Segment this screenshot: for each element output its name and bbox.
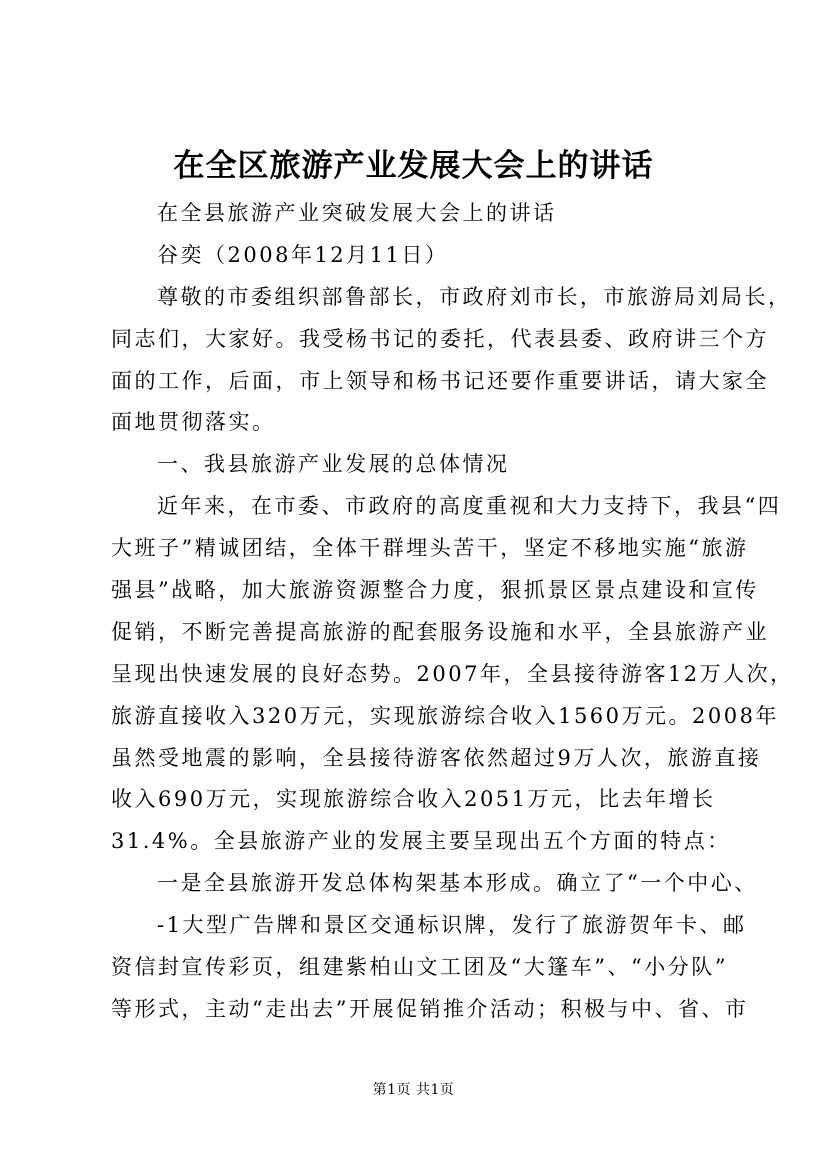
body-line: 虽然受地震的影响，全县接待游客依然超过9万人次，旅游直接 [111,745,762,770]
body-line: 面的工作，后面，市上领导和杨书记还要作重要讲话，请大家全 [111,368,769,393]
body-line: 同志们，大家好。我受杨书记的委托，代表县委、政府讲三个方 [111,326,769,351]
subtitle-line: 在全县旅游产业突破发展大会上的讲话 [157,201,557,225]
body-line: 旅游直接收入320万元，实现旅游综合收入1560万元。2008年 [111,703,779,728]
body-line: 大班子”精诚团结，全体干群埋头苦干，坚定不移地实施“旅游 [111,536,749,561]
page-footer: 第1页 共1页 [372,1082,455,1098]
section-heading: 一、我县旅游产业发展的总体情况 [157,452,510,477]
body-line: 31.4%。全县旅游产业的发展主要呈现出五个方面的特点： [111,829,731,854]
body-line: 资信封宣传彩页，组建紫柏山文工团及“大篷车”、“小分队” [111,955,728,980]
body-line: 促销，不断完善提高旅游的配套服务设施和水平，全县旅游产业 [111,619,769,644]
body-line: 强县”战略，加大旅游资源整合力度，狠抓景区景点建设和宣传 [111,578,759,603]
body-line: 呈现出快速发展的良好态势。2007年，全县接待游客12万人次， [111,661,794,686]
document-body [111,193,794,1031]
body-line: 尊敬的市委组织部鲁部长，市政府刘市长，市旅游局刘局长， [157,284,792,309]
document-title: 在全区旅游产业发展大会上的讲话 [173,148,654,184]
body-line: 近年来，在市委、市政府的高度重视和大力支持下，我县“四 [157,494,782,519]
body-line: 一是全县旅游开发总体构架基本形成。确立了“一个中心、 [157,871,758,896]
body-line: 等形式，主动“走出去”开展促销推介活动；积极与中、省、市 [111,996,749,1021]
body-line: 面地贯彻落实。 [111,410,276,435]
body-line: -1大型广告牌和景区交通标识牌，发行了旅游贺年卡、邮 [157,913,747,938]
author-date-line: 谷奕（2008年12月11日） [157,242,449,267]
body-line: 收入690万元，实现旅游综合收入2051万元，比去年增长 [111,787,716,812]
